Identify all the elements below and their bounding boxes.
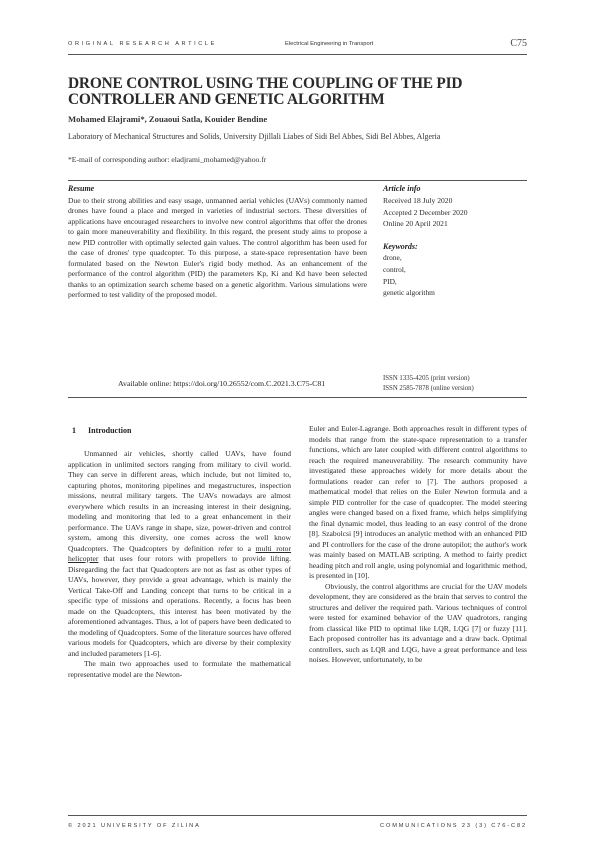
abstract-text: Due to their strong abilities and easy usage, unmanned aerial vehicles (UAVs) commonly named drones have found a place and merged in varieties of industrial sectors. These diversities of applications have encouraged researchers to involve new control algorithms that offer the drones to gain more maneuverability and flexibility. In this regard, the present study aims to propose a new PID controller with optimally selected gain values. The control algorithm has been used for the case of drones' type quadcopter. To this purpose, a state-space representation have been formulated based on the Newton Euler's rigid body method. As an enhancement of the performance of the control algorithm (PID) the parameters Kp, Ki and Kd have been selected thanks to an optimization search scheme based on a genetic algorithm. Various simulations were performed to test validity of the proposed model. <box>68 196 367 300</box>
abstract-top-rule <box>68 180 527 181</box>
section-heading-introduction <box>72 426 131 435</box>
keywords-panel <box>383 242 533 299</box>
header-rule <box>68 54 527 55</box>
author-list: Mohamed Elajrami*, Zouaoui Satla, Kouider Bendine <box>68 114 268 124</box>
affiliation: Laboratory of Mechanical Structures and Solids, University Djillali Liabes of Sidi Bel Abbes, Sidi Bel Abbes, Algeria <box>68 132 441 141</box>
abstract-heading: Resume <box>68 184 95 193</box>
paragraph: The main two approaches used to formulate the mathematical representative model are the Newton- <box>68 659 291 679</box>
section-title: Introduction <box>88 426 132 435</box>
journal-citation: COMMUNICATIONS 23 (3) C76-C82 <box>380 823 527 829</box>
journal-section-label: Electrical Engineering in Transport <box>285 41 374 47</box>
article-title: DRONE CONTROL USING THE COUPLING OF THE PID CONTROLLER AND GENETIC ALGORITHM <box>68 75 463 108</box>
inline-link[interactable]: multi rotor helicopter <box>68 543 291 563</box>
abstract-bottom-rule <box>68 397 527 398</box>
copyright-notice: © 2021 UNIVERSITY OF ZILINA <box>68 823 201 829</box>
right-column <box>309 424 527 666</box>
keyword-item: control, <box>383 264 406 274</box>
issn-print: ISSN 1335-4205 (print version) <box>383 375 470 382</box>
page-code: C75 <box>510 38 527 49</box>
keyword-item: genetic algorithm <box>383 288 435 298</box>
received-date: Received 18 July 2020 <box>383 196 453 205</box>
article-info-heading: Article info <box>383 184 421 193</box>
running-header <box>68 39 527 53</box>
paragraph-text: Unmanned air vehicles, shortly called UAVs, have found application in unlimited sectors ranging from military to civil world. They can serve in different areas, which include, but not limited to, capturing photos, monitoring pipelines and megastructures, inspection missions, neutral military targets. The UAVs nowadays are almost everywhere which results in an increasing interest in their designing, modeling and monitoring that led to a great enhancement in their performance. The UAVs range in shape, size, power-driven and control system, among this diversity, one comes across the well know Quadcopters. The Quadcopters by definition refer to a <box>68 449 291 553</box>
paragraph-text: that uses four rotors with propellers to provide lifting. Disregarding the fact that Quadcopters are not as fast as other types of UAVs, however, they provide a great advantage, which is mainly the Vertical Take-Off and Landing concept that turns to be critical in a specific type of missions and operations. Recently, a focus has been made on the Quadcopters, this interest has been motivated by the aforementioned advantages. Thus, a lot of papers have been dedicated to the modeling of Quadcopters. Some of the literature sources have offered various models for Quadcopters, which are diverse by their complexity and included parameters [1-6]. <box>68 554 291 658</box>
doi-link[interactable]: Available online: https://doi.org/10.26552/com.C.2021.3.C75-C81 <box>118 379 326 388</box>
issn-online: ISSN 2585-7878 (online version) <box>383 385 474 392</box>
section-number: 1 <box>72 426 76 435</box>
footer-rule <box>68 815 527 816</box>
accepted-date: Accepted 2 December 2020 <box>383 207 468 217</box>
left-column <box>68 449 291 680</box>
page-footer <box>68 823 527 833</box>
article-info-panel <box>383 184 533 230</box>
paragraph: Obviously, the control algorithms are crucial for the UAV models development, they are considered as the brain that serves to control the structures and deliver the required path. Various techniques of control were tested for examined behavior of the UAV quadrotors, ranging from classical like PID to optimal like LQR, LQG [7] or fuzzy [11]. Each proposed controller has its advantage and a draw back. Optimal controllers, such as LQR and LQG, have a great performance and less noises. However, unfortunately, to be <box>309 581 527 664</box>
paragraph <box>68 449 291 659</box>
paragraph: Euler and Euler-Lagrange. Both approaches result in different types of models that range from the state-space representation to a transfer functions, which are later coupled with different control algorithms to reach the required maneuverability. The research community have investigated these approaches widely for more details about the formulations reader can refer to [7]. The authors proposed a mathematical model that relies on the Euler Newton formula and a simple PID controller for the case of quadcopter. The model steering angles were changed based on a fixed frame, which helps simplifying the final dynamic model, thus leading to an easy control of the drone [8]. Szabolcsi [9] introduces an analytic method with an enhanced PID and PI controllers for the case of the drone autopilot; the author's work was mainly based on MATLAB scripting. A method to fairly predict heading pitch and roll angle, using polynomial and logarithmic method, is presented in [10]. <box>309 424 527 580</box>
online-date: Online 20 April 2021 <box>383 219 448 228</box>
keyword-item: PID, <box>383 276 397 286</box>
keywords-heading: Keywords: <box>383 242 418 251</box>
article-type-label: ORIGINAL RESEARCH ARTICLE <box>68 41 217 47</box>
corresponding-email: *E-mail of corresponding author: eladjrami_mohamed@yahoo.fr <box>68 155 267 164</box>
keyword-item: drone, <box>383 253 402 262</box>
